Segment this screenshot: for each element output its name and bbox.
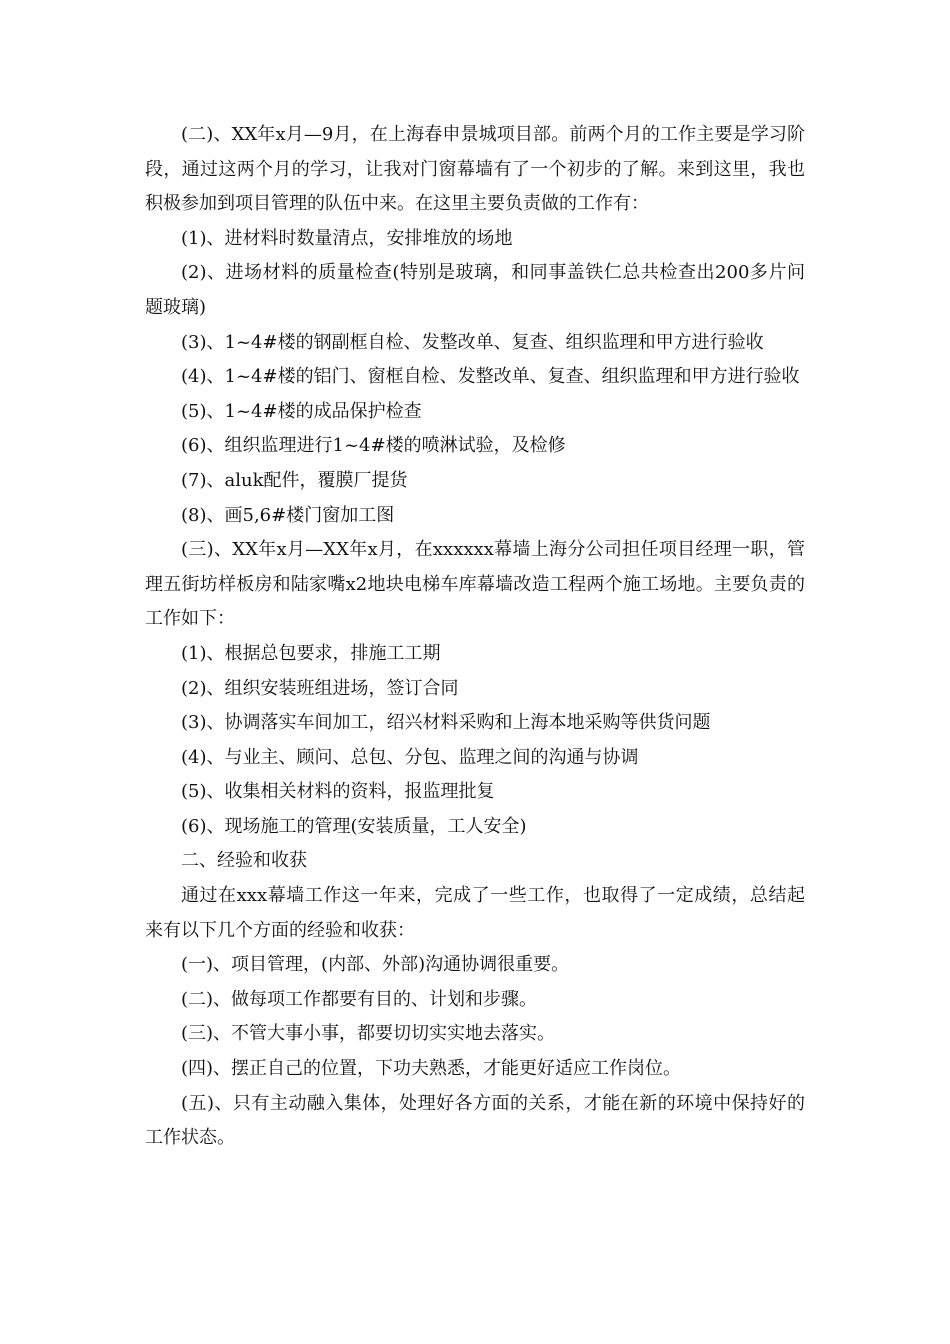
paragraph-section-three-intro: (三)、XX年x月—XX年x月，在xxxxxx幕墙上海分公司担任项目经理一职，管理五街坊样板房和陆家嘴x2地块电梯车库幕墙改造工程两个施工场地。主要负责的工作如下：: [145, 539, 805, 630]
paragraph-duty-1: (1)、根据总包要求，排施工工期: [181, 642, 441, 664]
paragraph-duty-2: (2)、组织安装班组进场，签订合同: [181, 677, 459, 699]
paragraph-item-5: (5)、1~4#楼的成品保护检查: [181, 400, 422, 422]
paragraph-item-3: (3)、1~4#楼的钢副框自检、发整改单、复查、组织监理和甲方进行验收: [181, 331, 764, 353]
paragraph-lesson-3: (三)、不管大事小事，都要切切实实地去落实。: [181, 1023, 556, 1045]
paragraph-lesson-4: (四)、摆正自己的位置，下功夫熟悉，才能更好适应工作岗位。: [181, 1058, 682, 1080]
paragraph-item-1: (1)、进材料时数量清点，安排堆放的场地: [181, 227, 513, 249]
paragraph-experience-intro: 通过在xxx幕墙工作这一年来，完成了一些工作，也取得了一定成绩，总结起来有以下几个方面的经验和收获：: [145, 885, 805, 941]
paragraph-duty-4: (4)、与业主、顾问、总包、分包、监理之间的沟通与协调: [181, 746, 639, 768]
paragraph-lesson-5: (五)、只有主动融入集体，处理好各方面的关系，才能在新的环境中保持好的工作状态。: [145, 1092, 805, 1149]
document-body: [145, 118, 805, 1156]
paragraph-section-two-intro: (二)、XX年x月—9月，在上海春申景城项目部。前两个月的工作主要是学习阶段，通过这两个月的学习，让我对门窗幕墙有了一个初步的了解。来到这里，我也积极参加到项目管理的队伍中来。在这里主要负责做的工作有：: [145, 124, 805, 215]
paragraph-item-2: (2)、进场材料的质量检查(特别是玻璃，和同事盖铁仁总共检查出200多片问题玻璃): [145, 262, 805, 318]
paragraph-item-8: (8)、画5,6#楼门窗加工图: [181, 504, 395, 526]
paragraph-item-6: (6)、组织监理进行1~4#楼的喷淋试验，及检修: [181, 435, 566, 457]
paragraph-duty-3: (3)、协调落实车间加工，绍兴材料采购和上海本地采购等供货问题: [181, 712, 711, 734]
paragraph-item-7: (7)、aluk配件，覆膜厂提货: [181, 469, 408, 491]
paragraph-item-4: (4)、1~4#楼的铝门、窗框自检、发整改单、复查、组织监理和甲方进行验收: [181, 366, 800, 388]
paragraph-lesson-1: (一)、项目管理，(内部、外部)沟通协调很重要。: [181, 954, 570, 976]
paragraph-lesson-2: (二)、做每项工作都要有目的、计划和步骤。: [181, 988, 538, 1010]
paragraph-duty-5: (5)、收集相关材料的资料，报监理批复: [181, 781, 495, 803]
paragraph-duty-6: (6)、现场施工的管理(安装质量，工人安全): [181, 815, 527, 837]
section-heading-experience: 二、经验和收获: [181, 850, 307, 872]
